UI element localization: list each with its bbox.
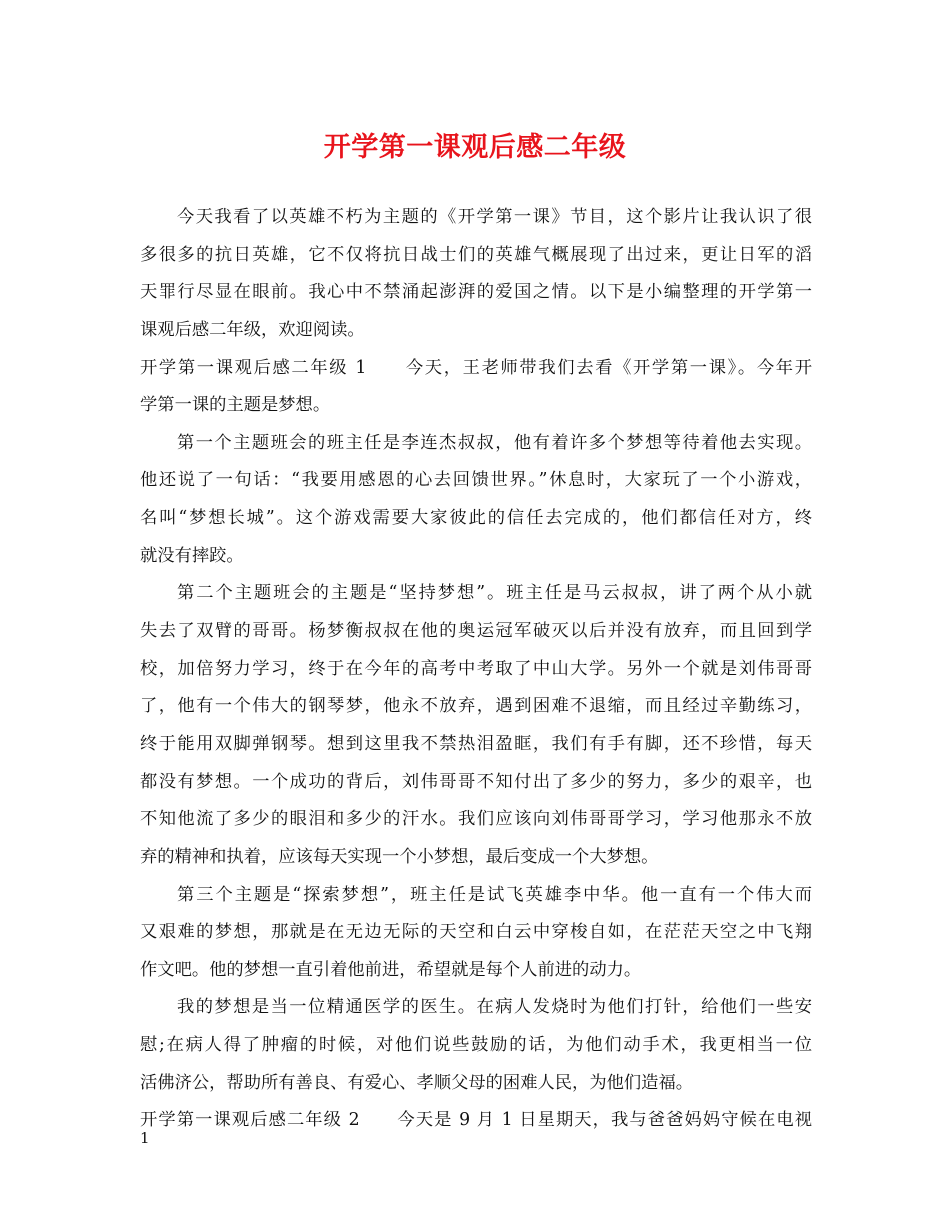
text-line: 名叫“梦想长城”。这个游戏需要大家彼此的信任去完成的，他们都信任对方，终 xyxy=(140,508,812,529)
text-line: 开学第一课观后感二年级 1 今天，王老师带我们去看《开学第一课》。今年开 xyxy=(140,357,812,378)
text-line: 作文吧。他的梦想一直引着他前进，希望就是每个人前进的动力。 xyxy=(140,959,642,980)
document-title: 开学第一课观后感二年级 xyxy=(323,132,627,163)
text-line: 第二个主题班会的主题是“坚持梦想”。班主任是马云叔叔，讲了两个从小就 xyxy=(177,583,812,604)
text-line: 课观后感二年级，欢迎阅读。 xyxy=(140,319,365,340)
text-line: 学第一课的主题是梦想。 xyxy=(140,395,331,416)
text-line: 第一个主题班会的班主任是李连杰叔叔，他有着许多个梦想等待着他去实现。 xyxy=(177,432,812,453)
text-line: 弃的精神和执着，应该每天实现一个小梦想，最后变成一个大梦想。 xyxy=(140,846,659,867)
text-line: 多很多的抗日英雄，它不仅将抗日战士们的英雄气概展现了出过来，更让日军的滔 xyxy=(140,244,812,265)
text-line: 活佛济公，帮助所有善良、有爱心、孝顺父母的困难人民，为他们造福。 xyxy=(140,1072,694,1093)
text-line: 失去了双臂的哥哥。杨梦衡叔叔在他的奥运冠军破灭以后并没有放弃，而且回到学 xyxy=(140,621,812,642)
text-line: 不知他流了多少的眼泪和多少的汗水。我们应该向刘伟哥哥学习，学习他那永不放 xyxy=(140,809,812,830)
text-line: 了，他有一个伟大的钢琴梦，他永不放弃，遇到困难不退缩，而且经过辛勤练习， xyxy=(140,696,812,717)
text-line: 就没有摔跤。 xyxy=(140,545,244,566)
text-line: 又艰难的梦想，那就是在无边无际的天空和白云中穿梭自如，在茫茫天空之中飞翔 xyxy=(140,922,812,943)
text-line: 慰;在病人得了肿瘤的时候，对他们说些鼓励的话，为他们动手术，我更相当一位 xyxy=(140,1035,812,1056)
text-line: 终于能用双脚弹钢琴。想到这里我不禁热泪盈眶，我们有手有脚，还不珍惜，每天 xyxy=(140,733,812,754)
text-line: 校，加倍努力学习，终于在今年的高考中考取了中山大学。另外一个就是刘伟哥哥 xyxy=(140,658,812,679)
text-line: 天罪行尽显在眼前。我心中不禁涌起澎湃的爱国之情。以下是小编整理的开学第一 xyxy=(140,282,812,303)
text-line: 第三个主题是“探索梦想”，班主任是试飞英雄李中华。他一直有一个伟大而 xyxy=(177,884,812,905)
page-number: 1 xyxy=(140,1129,150,1147)
text-line: 他还说了一句话：“我要用感恩的心去回馈世界。”休息时，大家玩了一个小游戏， xyxy=(140,470,812,491)
text-line: 今天我看了以英雄不朽为主题的《开学第一课》节目，这个影片让我认识了很 xyxy=(177,207,812,227)
text-line: 都没有梦想。一个成功的背后，刘伟哥哥不知付出了多少的努力，多少的艰辛，也 xyxy=(140,771,812,792)
document-body xyxy=(140,199,812,1140)
text-line: 开学第一课观后感二年级 2 今天是 9 月 1 日星期天，我与爸爸妈妈守候在电视 xyxy=(140,1110,812,1131)
text-line: 我的梦想是当一位精通医学的医生。在病人发烧时为他们打针，给他们一些安 xyxy=(177,997,812,1018)
